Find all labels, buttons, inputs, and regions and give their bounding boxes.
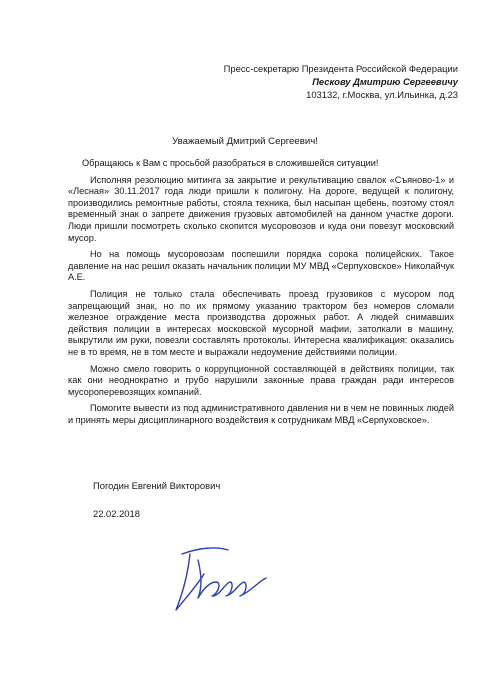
paragraph: Помогите вывести из под административного давления ни в чем не повинных людей и принять меры дисциплинарного воздействия к сотрудникам МВД «Серпуховское».: [68, 403, 454, 425]
addressee-position: Пресс-секретарю Президента Российской Федерации: [223, 63, 458, 74]
paragraph: Но на помощь мусоровозам поспешили порядка сорока полицейских. Такое давление на нас решил оказать начальник полиции МУ МВД «Серпуховское» Николайчук А.Е.: [68, 249, 454, 283]
paragraph: Полиция не только стала обеспечивать проезд грузовиков с мусором под запрещающий знак, но по их прямому указанию трактором без номеров сломали железное ограждение места производства дорожных работ. А людей снимавших действия полиции в интересах московской мусорной мафии, затолкали в машину, выкрутили им руки, повезли составлять протоколы. Интересна квалификация: оказались не в то время, не в том месте и выражали недоумение действиями полиции.: [68, 288, 454, 357]
salutation: Уважаемый Дмитрий Сергеевич!: [172, 136, 318, 147]
handwritten-signature: [168, 538, 278, 616]
signature-stroke: [176, 548, 266, 610]
paragraph: Можно смело говорить о коррупционной составляющей в действиях полиции, так как они неоднократно и грубо нарушили законные права граждан ради интересов мусороперевозящих компаний.: [68, 363, 454, 397]
paragraph: Обращаюсь к Вам с просьбой разобраться в сложившейся ситуации!: [82, 158, 379, 168]
author-name: Погодин Евгений Викторович: [93, 480, 221, 491]
letter-body: [68, 158, 454, 431]
addressee-address: 103132, г.Москва, ул.Ильинка, д.23: [306, 89, 458, 100]
paragraph: Исполняя резолюцию митинга за закрытие и рекультивацию свалок «Съяново-1» и «Лесная» 30.11.2017 года люди пришли к полигону. На дороге, ведущей к полигону, производились ремонтные работы, стояла техника, был насыпан щебень, поэтому стоял временный знак о запрете движения грузовых автомобилей на данном участке дороги. Люди пришли посмотреть сколько скопится мусоровозов и куда они повезут московский мусор.: [68, 174, 454, 243]
addressee-name: Пескову Дмитрию Сергеевичу: [312, 76, 458, 87]
letter-date: 22.02.2018: [93, 508, 140, 519]
addressee-block: [224, 62, 458, 101]
